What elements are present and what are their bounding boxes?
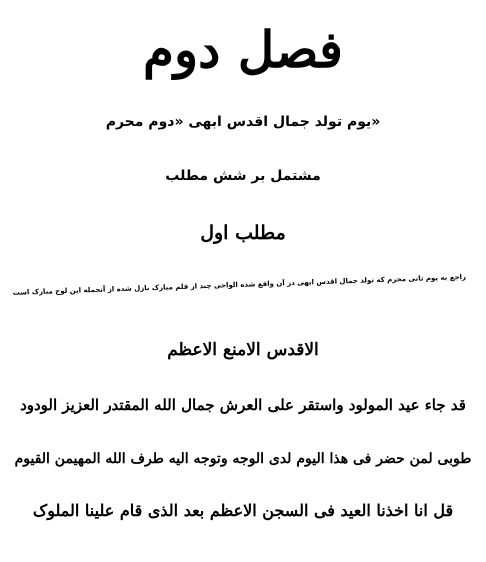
tablet-verse-line: قد جاء عید المولود واستقر علی العرش جمال الله المقتدر العزیز الودود	[20, 396, 466, 414]
tablet-verse-line: قل انا اخذنا العید فی السجن الاعظم بعد الذی قام علینا الملوک	[32, 501, 454, 520]
chapter-subtitle: «یوم تولد جمال اقدس ابهی «دوم محرم	[105, 114, 381, 130]
tablet-invocation: الاقدس الامنع الاعظم	[167, 340, 319, 360]
chapter-contents-note: مشتمل بر شش مطلب	[165, 168, 321, 184]
intro-text-line-1: راجع به یوم ثانی محرم که تولد جمال اقدس ابهی در آن واقع شده الواحی چند از قلم مبارک نازل شده از آنجمله این لوح مبارک است	[12, 273, 467, 297]
tablet-verse-line: طوبی لمن حضر فی هذا الیوم لدی الوجه وتوجه الیه طرف الله المهیمن القیوم	[14, 451, 472, 467]
chapter-title: فصل دوم	[143, 20, 343, 79]
section-title: مطلب اول	[200, 222, 286, 244]
